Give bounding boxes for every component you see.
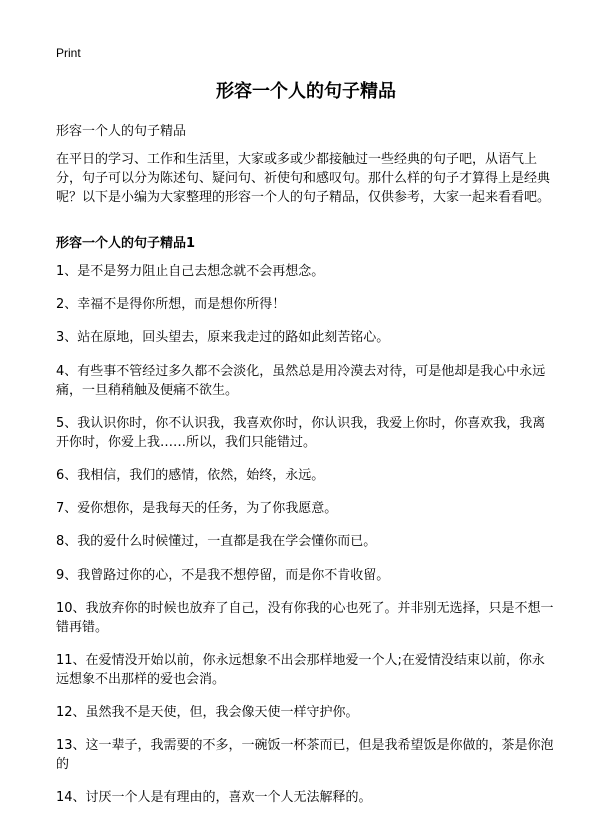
list-item: 1、是不是努力阻止自己去想念就不会再想念。 bbox=[56, 264, 325, 279]
section-heading: 形容一个人的句子精品1 bbox=[56, 236, 196, 251]
list-item: 4、有些事不管经过多久都不会淡化，虽然总是用冷漠去对待，可是他却是我心中永远痛，一旦稍稍触及便痛不欲生。 bbox=[56, 363, 546, 398]
print-link[interactable]: Print bbox=[56, 46, 81, 60]
list-item: 5、我认识你时，你不认识我，我喜欢你时，你认识我，我爱上你时，你喜欢我，我离开你时，你爱上我……所以，我们只能错过。 bbox=[56, 415, 546, 450]
list-item: 9、我曾路过你的心，不是我不想停留，而是你不肯收留。 bbox=[56, 567, 390, 583]
list-item: 11、在爱情没开始以前，你永远想象不出会那样地爱一个人;在爱情没结束以前，你永远想象不出那样的爱也会消。 bbox=[56, 652, 545, 687]
page-title: 形容一个人的句子精品 bbox=[216, 81, 396, 102]
sentence-list bbox=[56, 262, 556, 822]
list-item: 2、幸福不是得你所想，而是想你所得！ bbox=[56, 297, 286, 313]
list-item: 7、爱你想你，是我每天的任务，为了你我愿意。 bbox=[56, 501, 338, 517]
intro-paragraph: 在平日的学习、工作和生活里，大家或多或少都接触过一些经典的句子吧，从语气上分，句子可以分为陈述句、疑问句、祈使句和感叹句。那什么样的句子才算得上是经典呢？以下是小编为大家整理的形容一个人的句子精品，仅供参考，大家一起来看看吧。 bbox=[56, 152, 551, 205]
list-item: 12、虽然我不是天使，但，我会像天使一样守护你。 bbox=[56, 705, 359, 721]
list-item: 14、讨厌一个人是有理由的，喜欢一个人无法解释的。 bbox=[56, 790, 372, 806]
list-item: 8、我的爱什么时候懂过，一直都是我在学会懂你而已。 bbox=[56, 534, 377, 550]
list-item: 13、这一辈子，我需要的不多，一碗饭一杯茶而已，但是我希望饭是你做的，茶是你泡的 bbox=[56, 738, 554, 773]
list-item: 6、我相信，我们的感情，依然，始终，永远。 bbox=[56, 467, 325, 483]
subtitle: 形容一个人的句子精品 bbox=[56, 124, 187, 139]
list-item: 3、站在原地，回头望去，原来我走过的路如此刻苦铭心。 bbox=[56, 330, 390, 346]
list-item: 10、我放弃你的时候也放弃了自己，没有你我的心也死了。并非别无选择，只是不想一错再错。 bbox=[56, 600, 554, 635]
